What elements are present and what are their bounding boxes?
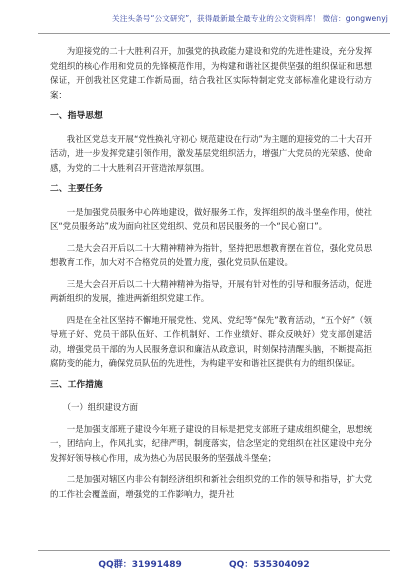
task-paragraph-4: 四是在全社区坚持不懈地开展党性、党风、党纪等“保先”教育活动，“五个好”（领导班子好、党员干部队伍好、工作机制好、工作业绩好、群众反映好）党支部创建活动，增强党员干部的为人民服务意识和廉洁从政意识，时刻保持清醒头脑，不断提高拒腐防变的能力，确保党员队伍的先进性，为构建平安和谐社区提供有力的组织保证。	[50, 314, 372, 368]
footer-contacts	[0, 557, 408, 570]
measure-paragraph-2: 二是加强对辖区内非公有制经济组织和新社会组织党的工作的领导和指导，扩大党的工作社会覆盖面，增强党的工作影响力，提升社	[50, 474, 372, 499]
header-banner: 关注头条号“公文研究”，获得最新最全最专业的公文资料库！ 微信：gongwenyj	[112, 14, 388, 23]
header-divider	[38, 33, 390, 34]
footer-qq: QQ：535304092	[228, 560, 310, 570]
measure-paragraph-1: 一是加强支部班子建设今年班子建设的目标是把党支部班子建成组织健全，思想统一，团结向上，作风扎实，纪律严明，制度落实，信念坚定的党组织在社区建设中充分发挥好领导核心作用，成为热心为居民服务的坚强战斗堡垒；	[50, 423, 372, 463]
footer-divider	[38, 550, 390, 551]
task-paragraph-1: 一是加强党员服务中心阵地建设，做好服务工作，发挥组织的战斗堡垒作用，使社区“党员服务站”成为面向社区党组织、党员和居民服务的一个“民心窗口”。	[50, 206, 372, 231]
document-body	[50, 44, 372, 508]
guiding-ideology-paragraph: 我社区党总支开展“党性换礼守初心 规范建设在行动”为主题的迎接党的二十大召开活动，进一步发挥党建引领作用，激发基层党组织活力，增强广大党员的光荣感、使命感，为党的二十大胜利召开营造浓厚氛围。	[50, 133, 372, 173]
footer-qq-group: QQ群：31991489	[98, 560, 182, 570]
section-heading-work-measures: 三、工作措施	[50, 379, 103, 390]
intro-paragraph: 为迎接党的二十大胜利召开，加强党的执政能力建设和党的先进性建设，充分发挥党组织的核心作用和党员的先锋模范作用，为构建和谐社区提供坚强的组织保证和思想保证，开创我社区党建工作新局面，结合我社区实际特制定党支部标准化建设行动方案：	[50, 46, 372, 100]
task-paragraph-2: 二是大会召开后以二十大精神精神为指针，坚持把思想教育摆在首位，强化党员思想教育工作，加大对不合格党员的处置力度，强化党员队伍建设。	[50, 242, 372, 267]
section-heading-main-tasks: 二、主要任务	[50, 184, 103, 194]
task-paragraph-3: 三是大会召开后以二十大精神精神为指导，开展有针对性的引导和服务活动，促进两新组织的发展，推进两新组织党建工作。	[50, 278, 372, 303]
subsection-heading-organization: （一）组织建设方面	[62, 402, 138, 412]
section-heading-guiding-ideology: 一、指导思想	[50, 111, 103, 121]
